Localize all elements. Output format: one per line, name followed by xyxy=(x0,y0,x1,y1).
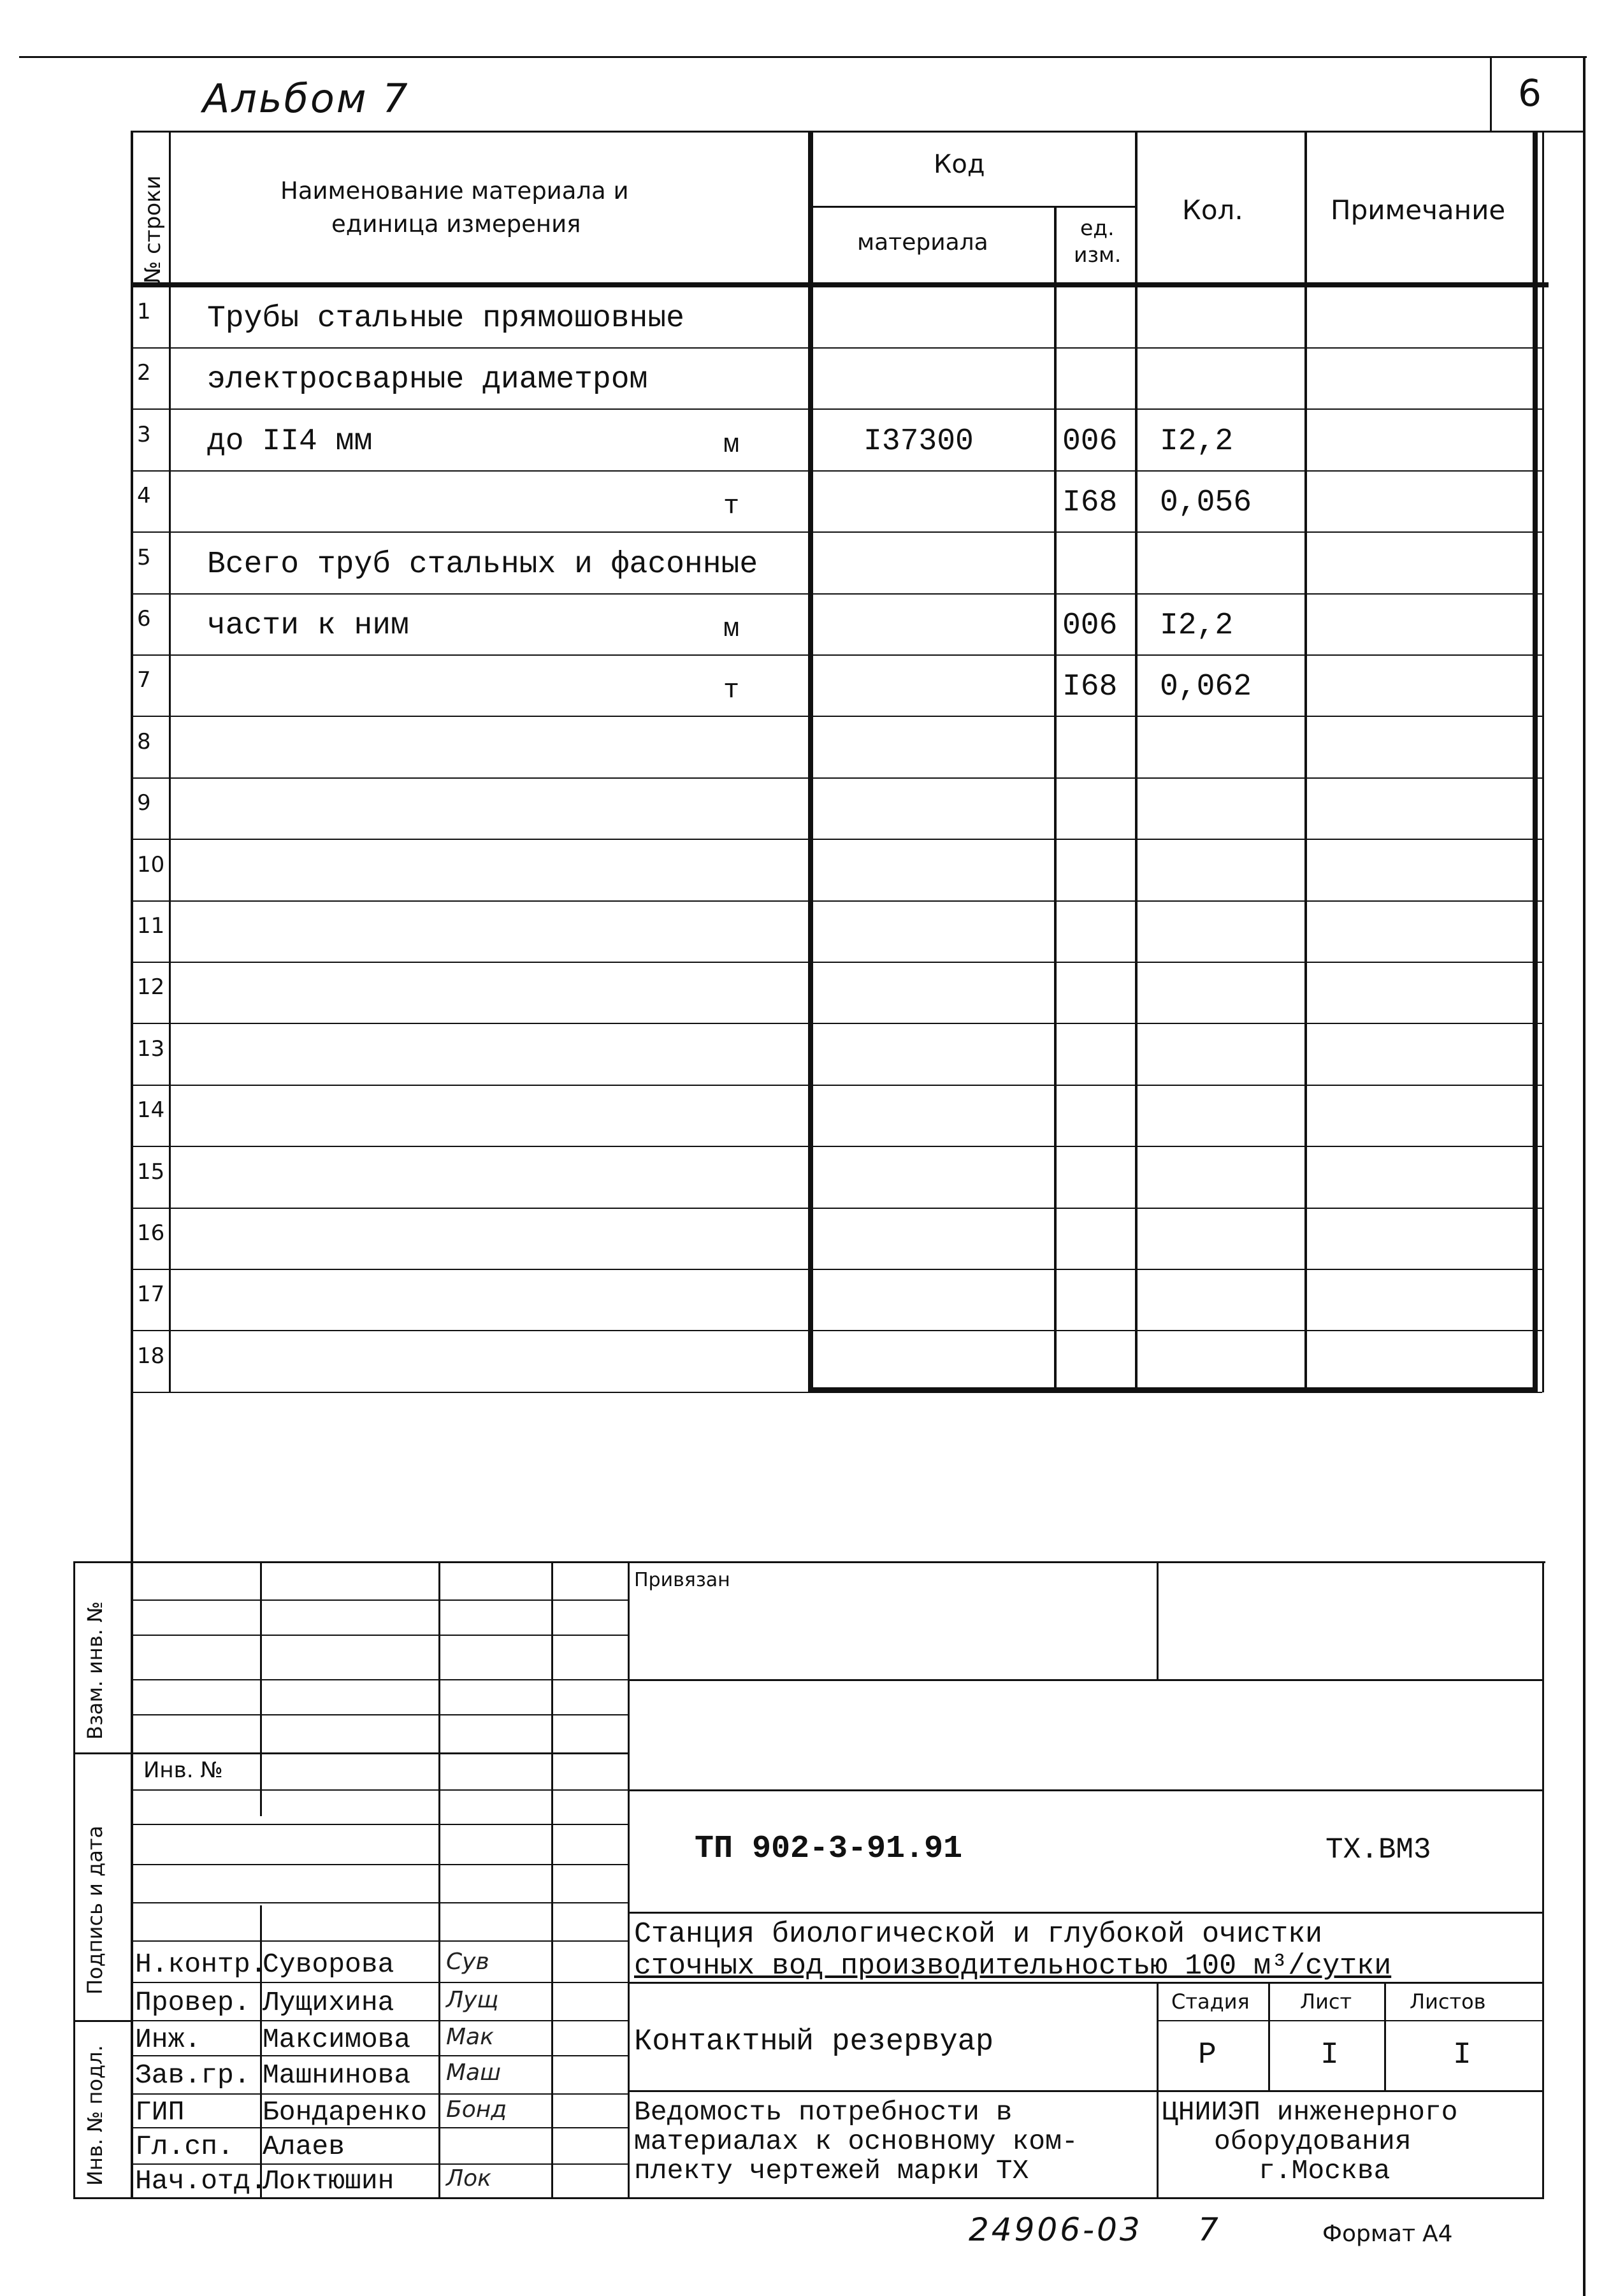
stamp-hl-b6 xyxy=(628,2090,1543,2092)
row-unit-code: 006 xyxy=(1062,609,1118,643)
row-number: 11 xyxy=(137,913,165,939)
row-unit: т xyxy=(723,675,740,705)
row-number: 8 xyxy=(137,729,151,755)
doc-title-line1: Ведомость потребности в xyxy=(634,2097,1013,2128)
doc-mark: ТХ.ВМ3 xyxy=(1325,1833,1431,1866)
sheet-value: I xyxy=(1320,2038,1339,2072)
signer-signature: Мак xyxy=(446,2024,494,2050)
row-number: 15 xyxy=(137,1159,165,1185)
row-number: 1 xyxy=(137,299,151,324)
signer-signature: Бонд xyxy=(446,2097,507,2123)
doc-title-line2: материалах к основному ком- xyxy=(634,2126,1078,2157)
stage-header: Стадия xyxy=(1171,1989,1250,2014)
stamp-hl-a7 xyxy=(131,1824,628,1825)
row-unit-code: 006 xyxy=(1062,424,1118,459)
stamp-hl-a12 xyxy=(131,2020,628,2021)
signer-role: Зав.гр. xyxy=(135,2060,250,2091)
header-row-number: № строки xyxy=(140,175,166,284)
stamp-vl-privyazan xyxy=(1157,1561,1159,1679)
row-name: до II4 мм xyxy=(207,424,373,459)
signer-name: Алаев xyxy=(263,2131,345,2162)
row-name: электросварные диаметром xyxy=(207,363,648,397)
signer-signature: Маш xyxy=(446,2060,502,2086)
row-qty: I2,2 xyxy=(1160,609,1234,643)
row-qty: 0,056 xyxy=(1160,486,1252,520)
page-number: 6 xyxy=(1518,71,1542,115)
header-code-unit-2: изм. xyxy=(1074,242,1122,267)
row-number: 2 xyxy=(137,360,151,386)
row-name: Трубы стальные прямошовные xyxy=(207,301,684,336)
stamp-hl-b2 xyxy=(628,1789,1543,1791)
stamp-vl-sheet xyxy=(1268,1982,1270,2090)
row-number: 5 xyxy=(137,545,151,570)
signer-role: Нач.отд. xyxy=(135,2165,267,2197)
archive-number: 24906-03 xyxy=(969,2211,1143,2248)
privyazan-label: Привязан xyxy=(634,1569,730,1591)
signer-role: Провер. xyxy=(135,1987,250,2018)
row-number: 9 xyxy=(137,790,151,816)
stamp-hl-b3 xyxy=(628,1912,1543,1914)
row-unit: т xyxy=(723,491,740,521)
org-line1: ЦНИИЭП инженерного xyxy=(1162,2097,1458,2128)
stamp-hl-a14 xyxy=(131,2093,628,2095)
header-qty: Кол. xyxy=(1182,194,1243,226)
stamp-hl-a5 xyxy=(131,1752,628,1754)
side-label-inv-podl: Инв. № подл. xyxy=(83,2045,107,2186)
side-strip-div2 xyxy=(73,2020,133,2022)
side-strip-mid xyxy=(131,1561,133,2199)
header-code-unit-1: ед. xyxy=(1080,215,1115,240)
row-number: 14 xyxy=(137,1097,165,1123)
signer-name: Бондаренко xyxy=(263,2097,428,2128)
row-number: 13 xyxy=(137,1036,165,1062)
stamp-hl-a16 xyxy=(131,2163,628,2165)
row-number: 3 xyxy=(137,422,151,447)
header-name-line2: единица измерения xyxy=(331,210,581,238)
row-qty: I2,2 xyxy=(1160,424,1234,459)
signer-signature: Сув xyxy=(446,1949,489,1975)
signer-name: Лущихина xyxy=(263,1987,394,2018)
row-name: части к ним xyxy=(207,609,409,643)
side-label-podpis: Подпись и дата xyxy=(83,1825,107,1995)
stamp-vl-4 xyxy=(628,1561,630,2199)
side-strip-bottom xyxy=(73,2197,133,2199)
row-number: 4 xyxy=(137,483,151,509)
stamp-bottom xyxy=(131,2197,1544,2199)
row-number: 10 xyxy=(137,852,165,877)
album-label: Альбом 7 xyxy=(203,75,410,122)
stamp-hl-a1 xyxy=(131,1599,628,1601)
row-unit: м xyxy=(723,430,740,460)
row-number: 18 xyxy=(137,1343,165,1369)
footer-sheet-no: 7 xyxy=(1198,2211,1218,2248)
stamp-vl-sheets xyxy=(1384,1982,1386,2090)
signer-role: Н.контр. xyxy=(135,1949,267,1980)
sheet-header: Лист xyxy=(1300,1989,1352,2014)
stage-value: Р xyxy=(1198,2038,1217,2072)
row-material-code: I37300 xyxy=(863,424,974,459)
signer-role: ГИП xyxy=(135,2097,185,2128)
stamp-vl-3 xyxy=(551,1561,553,2199)
stamp-hl-a3 xyxy=(131,1679,628,1680)
stamp-hl-b5 xyxy=(1157,2020,1543,2021)
stamp-hl-a8 xyxy=(131,1864,628,1865)
doc-code: ТП 902-3-91.91 xyxy=(695,1831,963,1867)
stamp-hl-a4 xyxy=(131,1714,628,1715)
header-code: Код xyxy=(934,150,985,179)
row-name: Всего труб стальных и фасонные xyxy=(207,547,758,582)
stamp-vl-2 xyxy=(438,1561,440,2199)
stamp-hl-a13 xyxy=(131,2055,628,2056)
project-line1: Станция биологической и глубокой очистки xyxy=(634,1918,1323,1951)
side-strip-div1 xyxy=(73,1752,133,1754)
inv-no-label: Инв. № xyxy=(143,1758,223,1783)
object-name: Контактный резервуар xyxy=(634,2025,994,2059)
stamp-hl-b1 xyxy=(628,1679,1543,1681)
row-unit-code: I68 xyxy=(1062,486,1118,520)
row-unit: м xyxy=(723,614,740,644)
format-value: А4 xyxy=(1422,2221,1453,2247)
project-line2: сточных вод производительностью 100 м³/сутки xyxy=(634,1950,1392,1982)
signer-signature: Лок xyxy=(446,2165,491,2191)
stamp-hl-a2 xyxy=(131,1635,628,1636)
sheets-value: I xyxy=(1453,2038,1471,2072)
row-number: 16 xyxy=(137,1220,165,1246)
org-line3: г.Москва xyxy=(1259,2155,1390,2186)
signer-signature: Лущ xyxy=(446,1987,499,2013)
signer-role: Инж. xyxy=(135,2024,201,2055)
stamp-top xyxy=(131,1561,1545,1563)
signer-name: Машнинова xyxy=(263,2060,411,2091)
sheets-header: Листов xyxy=(1410,1989,1486,2014)
header-note: Примечание xyxy=(1331,194,1506,226)
signer-name: Суворова xyxy=(263,1949,394,1980)
side-label-vzam: Взам. инв. № xyxy=(83,1601,107,1740)
stamp-hl-a10 xyxy=(131,1940,628,1942)
org-line2: оборудования xyxy=(1214,2126,1412,2157)
doc-title-line3: плекту чертежей марки ТХ xyxy=(634,2155,1029,2186)
signer-role: Гл.сп. xyxy=(135,2131,234,2162)
row-number: 7 xyxy=(137,667,151,693)
header-name-line1: Наименование материала и xyxy=(280,177,629,205)
row-number: 12 xyxy=(137,974,165,1000)
stamp-hl-a9 xyxy=(131,1902,628,1903)
row-number: 6 xyxy=(137,606,151,632)
row-unit-code: I68 xyxy=(1062,670,1118,704)
signer-name: Максимова xyxy=(263,2024,411,2055)
stamp-hl-a11 xyxy=(131,1982,628,1983)
format-label: Формат xyxy=(1322,2221,1416,2247)
row-qty: 0,062 xyxy=(1160,670,1252,704)
signer-name: Локтюшин xyxy=(263,2165,394,2197)
side-strip-top xyxy=(73,1561,133,1563)
stamp-right xyxy=(1542,1561,1544,2199)
row-number: 17 xyxy=(137,1282,165,1307)
stamp-hl-a6 xyxy=(131,1789,628,1791)
side-strip-left xyxy=(73,1561,75,2199)
header-code-material: материала xyxy=(857,229,988,256)
